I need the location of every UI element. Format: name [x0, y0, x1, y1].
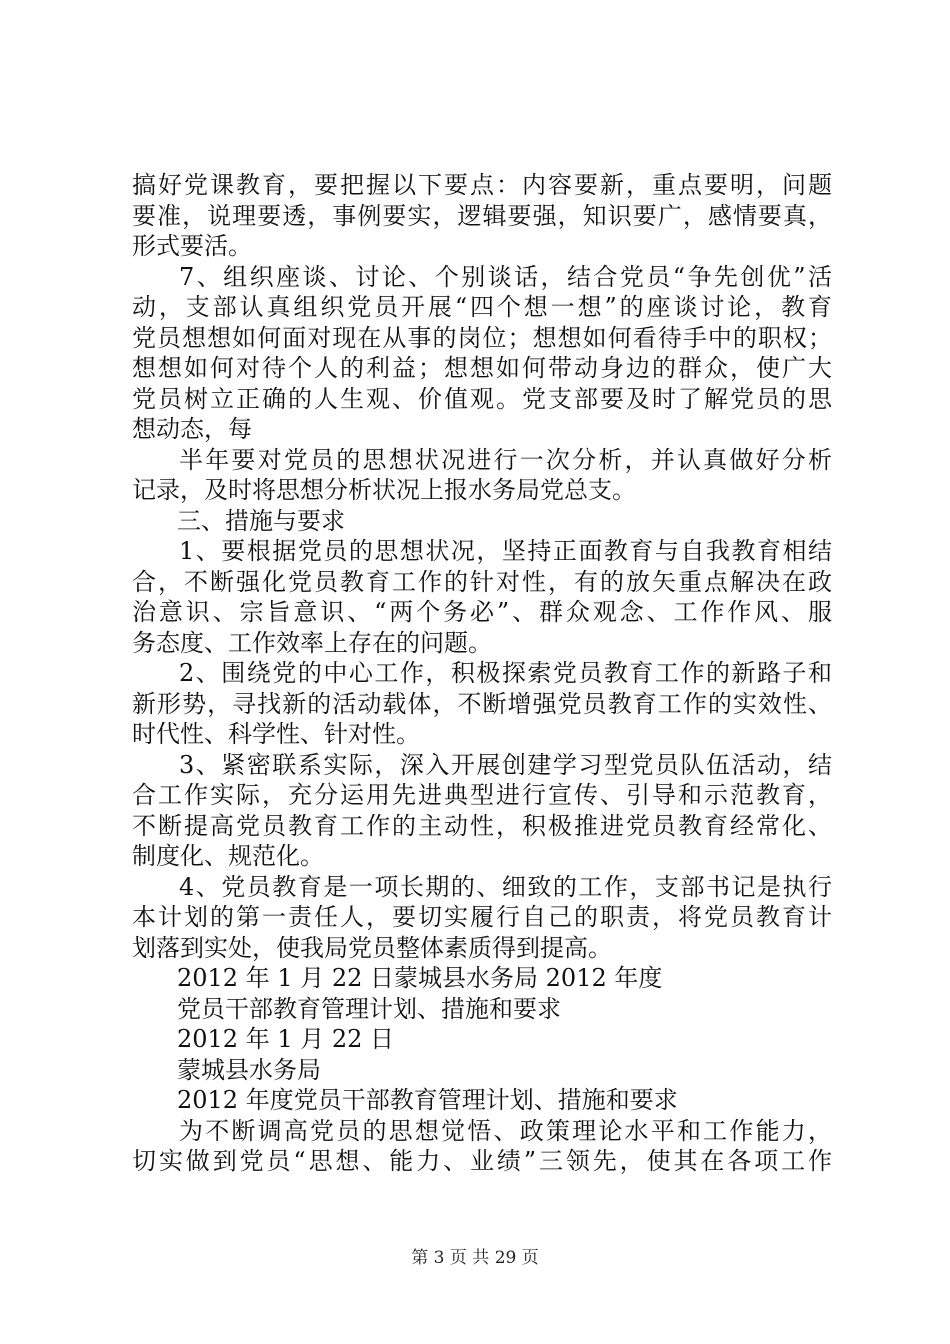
body-line: 1、要根据党员的思想状况，坚持正面教育与自我教育相结	[179, 537, 832, 565]
body-line: 党员想想如何面对现在从事的岗位；想想如何看待手中的职权；	[132, 323, 832, 352]
body-line: 2、围绕党的中心工作，积极探索党员教育工作的新路子和	[179, 659, 832, 687]
body-line: 党员干部教育管理计划、措施和要求	[177, 994, 561, 1023]
body-line: 想想如何对待个人的利益；想想如何带动身边的群众，使广大	[132, 354, 832, 382]
body-line: 想动态，每	[132, 415, 252, 443]
body-line: 搞好党课教育，要把握以下要点：内容要新，重点要明，问题	[132, 171, 832, 199]
body-line: 记录，及时将思想分析状况上报水务局党总支。	[132, 476, 636, 504]
body-line: 2012 年 1 月 22 日蒙城县水务局 2012 年度	[177, 964, 663, 992]
body-line: 新形势，寻找新的活动载体，不断增强党员教育工作的实效性、	[132, 689, 832, 718]
body-line: 2012 年 1 月 22 日	[177, 1025, 395, 1053]
body-line: 不断提高党员教育工作的主动性，积极推进党员教育经常化、	[132, 811, 832, 840]
body-line: 务态度、工作效率上存在的问题。	[132, 628, 492, 657]
body-line: 动，支部认真组织党员开展“四个想一想”的座谈讨论，教育	[132, 293, 832, 321]
body-line: 形式要活。	[132, 232, 252, 260]
body-line: 制度化、规范化。	[132, 842, 324, 870]
body-line: 2012 年度党员干部教育管理计划、措施和要求	[177, 1086, 678, 1114]
body-line: 3、紧密联系实际，深入开展创建学习型党员队伍活动，结	[179, 750, 832, 779]
document-body	[132, 170, 832, 1177]
body-line: 党员树立正确的人生观、价值观。党支部要及时了解党员的思	[132, 384, 832, 413]
body-line: 半年要对党员的思想状况进行一次分析，并认真做好分析	[179, 445, 832, 474]
body-line: 切实做到党员“思想、能力、业绩”三领先，使其在各项工作	[132, 1147, 832, 1175]
body-line: 蒙城县水务局	[177, 1055, 321, 1084]
body-line: 本计划的第一责任人，要切实履行自己的职责，将党员教育计	[132, 903, 832, 931]
body-line: 时代性、科学性、针对性。	[132, 720, 420, 748]
body-line: 合工作实际，充分运用先进典型进行宣传、引导和示范教育，	[132, 781, 832, 809]
body-line: 三、措施与要求	[177, 506, 345, 535]
page-footer: 第 3 页 共 29 页	[411, 1248, 539, 1268]
body-line: 合，不断强化党员教育工作的针对性，有的放矢重点解决在政	[132, 567, 832, 596]
body-line: 4、党员教育是一项长期的、细致的工作，支部书记是执行	[179, 872, 832, 901]
body-line: 为不断调高党员的思想觉悟、政策理论水平和工作能力，	[179, 1116, 832, 1145]
body-line: 划落到实处，使我局党员整体素质得到提高。	[132, 933, 612, 962]
body-line: 要准，说理要透，事例要实，逻辑要强，知识要广，感情要真，	[132, 201, 832, 230]
body-line: 治意识、宗旨意识、“两个务必”、群众观念、工作作风、服	[132, 598, 832, 626]
body-line: 7、组织座谈、讨论、个别谈话，结合党员“争先创优”活	[179, 262, 832, 291]
